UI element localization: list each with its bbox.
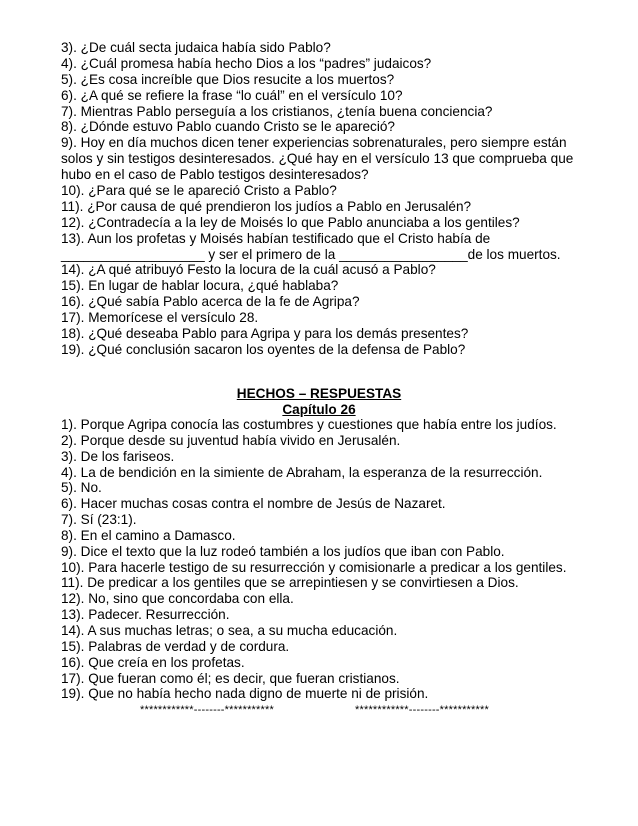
question-line: hubo en el caso de Pablo testigos desinteresados?: [61, 167, 369, 183]
question-line: 14). ¿A qué atribuyó Festo la locura de la cuál acusó a Pablo?: [61, 262, 436, 278]
answer-line: 5). No.: [61, 480, 102, 496]
answer-line: 12). No, sino que concordaba con ella.: [61, 591, 294, 607]
answer-line: 11). De predicar a los gentiles que se arrepintiesen y se convirtiesen a Dios.: [61, 575, 519, 591]
answer-line: 19). Que no había hecho nada digno de muerte ni de prisión.: [61, 686, 429, 702]
question-line: 7). Mientras Pablo perseguía a los cristianos, ¿tenía buena conciencia?: [61, 103, 493, 119]
answer-line: 17). Que fueran como él; es decir, que fueran cristianos.: [61, 670, 400, 686]
question-line: 17). Memorícese el versículo 28.: [61, 310, 259, 326]
separator-right: ************--------***********: [355, 704, 489, 716]
question-line: 16). ¿Qué sabía Pablo acerca de la fe de Agripa?: [61, 294, 360, 310]
answer-line: 3). De los fariseos.: [61, 448, 175, 464]
answer-line: 10). Para hacerle testigo de su resurrección y comisionarle a predicar a los gentiles.: [61, 559, 567, 575]
question-line: 19). ¿Qué conclusión sacaron los oyentes de la defensa de Pablo?: [61, 341, 466, 357]
answer-line: 7). Sí (23:1).: [61, 512, 137, 528]
question-line: 5). ¿Es cosa increíble que Dios resucite a los muertos?: [61, 71, 395, 87]
answer-line: 2). Porque desde su juventud había vivido en Jerusalén.: [61, 432, 401, 448]
answer-line: 9). Dice el texto que la luz rodeó también a los judíos que iban con Pablo.: [61, 543, 505, 559]
answer-line: 15). Palabras de verdad y de cordura.: [61, 638, 290, 654]
answer-line: 1). Porque Agripa conocía las costumbres y cuestiones que había entre los judíos.: [61, 417, 557, 432]
question-line: 10). ¿Para qué se le apareció Cristo a Pablo?: [61, 183, 337, 199]
question-line: 4). ¿Cuál promesa había hecho Dios a los “padres” judaicos?: [61, 55, 432, 71]
answer-line: 8). En el camino a Damasco.: [61, 527, 236, 543]
answer-line: 4). La de bendición en la simiente de Abraham, la esperanza de la resurrección.: [61, 464, 543, 480]
question-line: ___________________ y ser el primero de la _________________de los muertos.: [61, 246, 561, 262]
answer-list: [61, 417, 601, 702]
answer-line: 14). A sus muchas letras; o sea, a su mucha educación.: [61, 622, 398, 638]
question-line: 3). ¿De cuál secta judaica había sido Pablo?: [61, 40, 331, 55]
question-line: 11). ¿Por causa de qué prendieron los judíos a Pablo en Jerusalén?: [61, 198, 472, 214]
question-line: 6). ¿A qué se refiere la frase “lo cuál” en el versículo 10?: [61, 87, 403, 103]
question-line: 13). Aun los profetas y Moisés habían testificado que el Cristo había de: [61, 230, 491, 246]
question-line: 18). ¿Qué deseaba Pablo para Agripa y para los demás presentes?: [61, 326, 469, 342]
question-line: solos y sin testigos desinteresados. ¿Qué hay en el versículo 13 que comprueba que: [61, 151, 574, 167]
question-line: 12). ¿Contradecía a la ley de Moisés lo que Pablo anunciaba a los gentiles?: [61, 214, 520, 230]
answers-title: HECHOS – RESPUESTAS: [236, 386, 402, 401]
question-line: 15). En lugar de hablar locura, ¿qué hablaba?: [61, 278, 339, 294]
question-list: [61, 40, 591, 358]
question-line: 8). ¿Dónde estuvo Pablo cuando Cristo se le apareció?: [61, 119, 395, 135]
answer-line: 16). Que creía en los profetas.: [61, 654, 245, 670]
separator-left: ************--------***********: [140, 704, 274, 716]
answer-line: 13). Padecer. Resurrección.: [61, 607, 230, 623]
answer-line: 6). Hacer muchas cosas contra el nombre de Jesús de Nazaret.: [61, 496, 446, 512]
answers-subtitle: Capítulo 26: [282, 402, 356, 417]
question-line: 9). Hoy en día muchos dicen tener experiencias sobrenaturales, pero siempre están: [61, 135, 567, 151]
